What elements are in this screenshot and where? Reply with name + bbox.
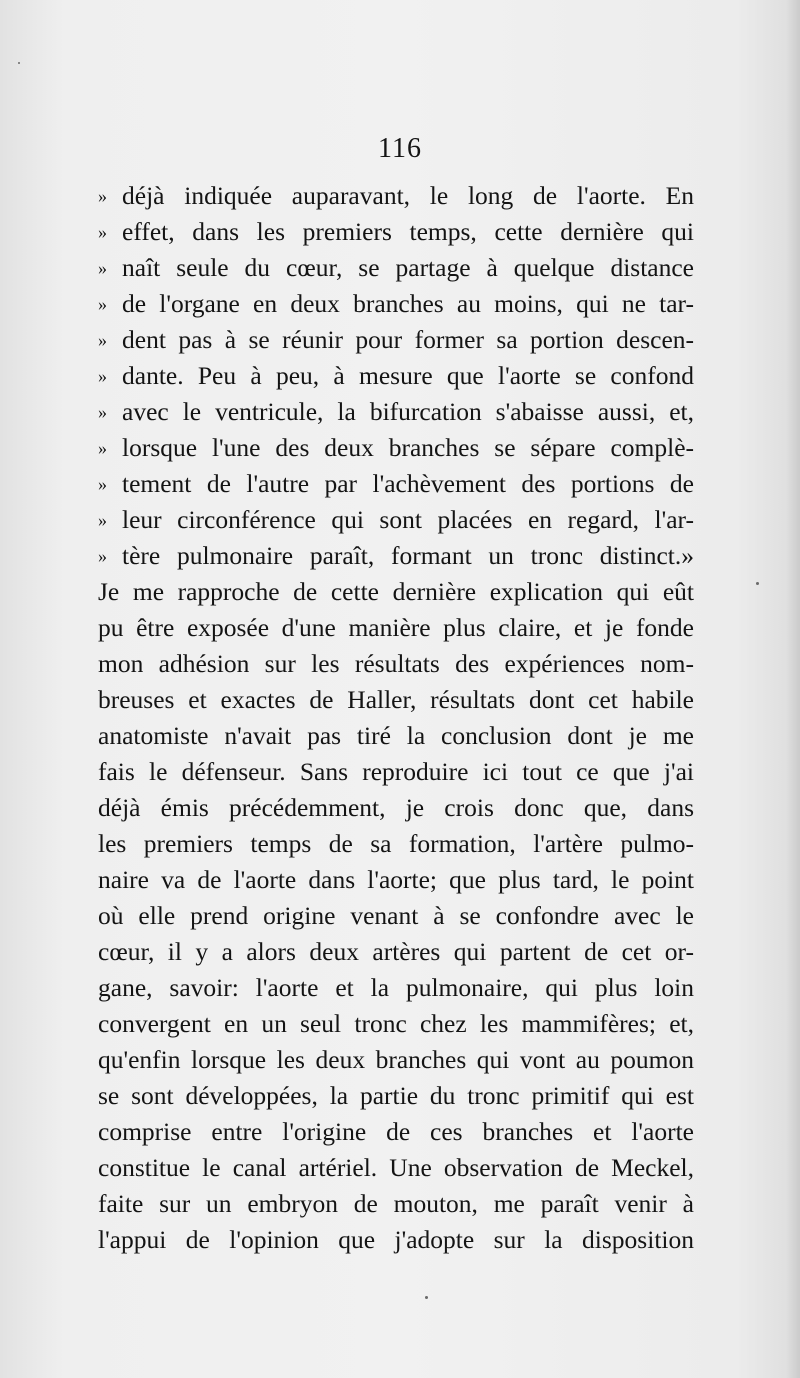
quote-mark: » [98,474,107,494]
body-line-text: constitue le canal artériel. Une observation de Meckel, [98,1153,694,1182]
quote-mark: » [98,186,107,206]
body-line [98,898,694,934]
quoted-line [98,322,694,358]
quote-mark: » [98,546,107,566]
body-line-text: cœur, il y a alors deux artères qui partent de cet or- [98,937,694,966]
body-line [98,1150,694,1186]
quoted-line [98,286,694,322]
quote-mark: » [98,222,107,242]
quoted-line-text: naît seule du cœur, se partage à quelque distance [122,253,694,282]
quoted-line-text: leur circonférence qui sont placées en regard, l'ar- [122,505,694,534]
body-line-text: comprise entre l'origine de ces branches et l'aorte [98,1117,694,1146]
body-line [98,1186,694,1222]
body-line-text: l'appui de l'opinion que j'adopte sur la disposition [98,1225,694,1254]
quoted-line-text: avec le ventricule, la bifurcation s'abaisse aussi, et, [122,397,694,426]
body-line-text: breuses et exactes de Haller, résultats dont cet habile [98,685,694,714]
quoted-line [98,358,694,394]
quoted-line-text: dante. Peu à peu, à mesure que l'aorte se confond [122,361,694,390]
body-line [98,1042,694,1078]
page-edge-shadow [786,0,800,1378]
body-line [98,1222,694,1258]
body-line [98,862,694,898]
body-line [98,754,694,790]
body-line [98,1114,694,1150]
quoted-line-text: tement de l'autre par l'achèvement des portions de [122,469,694,498]
body-line-text: qu'enfin lorsque les deux branches qui vont au poumon [98,1045,694,1074]
quoted-line [98,538,694,574]
body-line-text: anatomiste n'avait pas tiré la conclusion dont je me [98,721,694,750]
page-number: 116 [378,133,422,164]
body-line-text: mon adhésion sur les résultats des expériences nom- [98,649,694,678]
body-line [98,790,694,826]
quoted-line [98,394,694,430]
body-line-text: Je me rapproche de cette dernière explication qui eût [98,577,694,606]
quoted-line [98,430,694,466]
body-line-text: les premiers temps de sa formation, l'artère pulmo- [98,829,694,858]
quote-mark: » [98,330,107,350]
quoted-line [98,502,694,538]
quoted-line [98,250,694,286]
quote-mark: » [98,294,107,314]
quoted-line [98,214,694,250]
quoted-line [98,178,694,214]
body-line [98,934,694,970]
quoted-line-text: tère pulmonaire paraît, formant un tronc distinct.» [122,541,694,570]
body-line [98,826,694,862]
body-line-text: pu être exposée d'une manière plus claire, et je fonde [98,613,694,642]
quoted-line-text: effet, dans les premiers temps, cette dernière qui [122,217,694,246]
quoted-line [98,466,694,502]
body-line-text: faite sur un embryon de mouton, me paraît venir à [98,1189,694,1218]
quoted-line-text: dent pas à se réunir pour former sa portion descen- [122,325,694,354]
body-line [98,1078,694,1114]
body-line [98,970,694,1006]
body-line-text: où elle prend origine venant à se confondre avec le [98,901,694,930]
body-line-text: déjà émis précédemment, je crois donc que, dans [98,793,694,822]
quoted-passage [98,178,694,574]
body-paragraph [98,574,694,1258]
paper-speck [425,1296,428,1299]
quote-mark: » [98,438,107,458]
body-line [98,1006,694,1042]
paper-speck [756,582,759,585]
body-line-text: convergent en un seul tronc chez les mammifères; et, [98,1009,694,1038]
paper-speck [18,62,20,64]
body-line [98,682,694,718]
body-line-text: fais le défenseur. Sans reproduire ici tout ce que j'ai [98,757,694,786]
quote-mark: » [98,366,107,386]
body-line-text: gane, savoir: l'aorte et la pulmonaire, qui plus loin [98,973,694,1002]
body-line-text: naire va de l'aorte dans l'aorte; que plus tard, le point [98,865,694,894]
quoted-line-text: déjà indiquée auparavant, le long de l'aorte. En [122,181,694,210]
body-line [98,574,694,610]
text-block [98,178,694,1258]
quote-mark: » [98,510,107,530]
quote-mark: » [98,402,107,422]
body-line-text: se sont développées, la partie du tronc primitif qui est [98,1081,694,1110]
body-line [98,646,694,682]
body-line [98,610,694,646]
body-line [98,718,694,754]
quote-mark: » [98,258,107,278]
quoted-line-text: lorsque l'une des deux branches se sépare complè- [122,433,694,462]
quoted-line-text: de l'organe en deux branches au moins, qui ne tar- [122,289,694,318]
